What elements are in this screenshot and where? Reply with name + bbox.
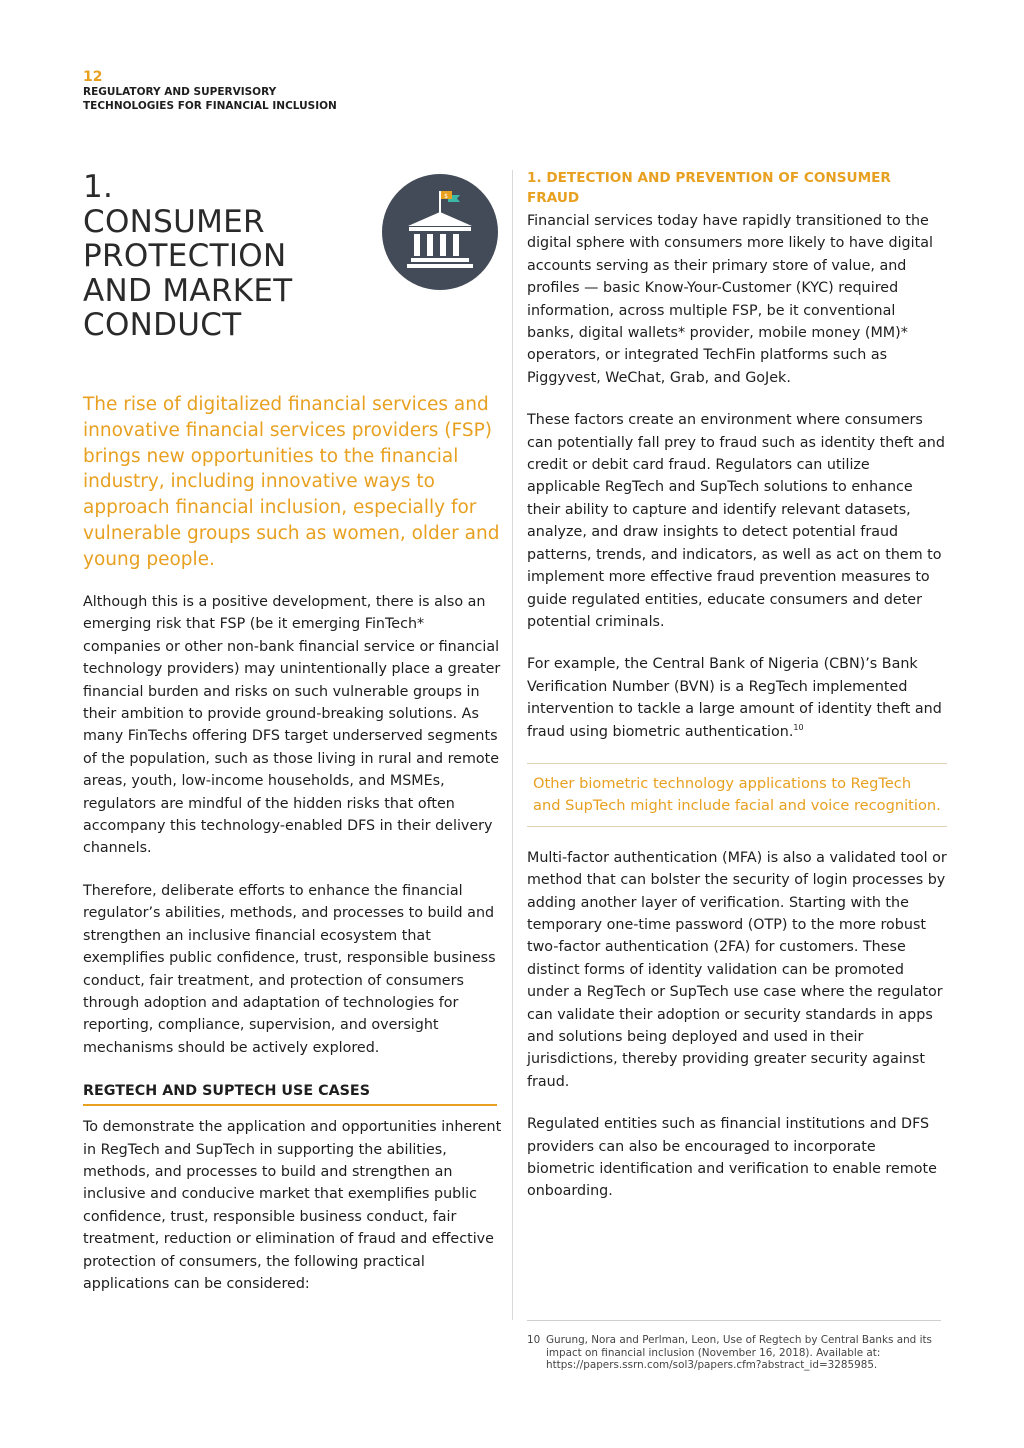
footnote-divider	[527, 1320, 941, 1321]
section-title-line: CONDUCT	[83, 307, 242, 343]
use-cases-heading: REGTECH AND SUPTECH USE CASES	[83, 1081, 497, 1106]
subsection-heading: 1. DETECTION AND PREVENTION OF CONSUMER FRAUD	[527, 170, 891, 206]
body-paragraph: To demonstrate the application and opportunities inherent in RegTech and SupTech in supporting the abilities, methods, and processes to build and strengthen an inclusive and conducive market that exemplifies public confidence, trust, responsible business conduct, fair treatment, reduction or elimination of fraud and effective protection of consumers, the following practical applications can be considered:	[83, 1119, 502, 1292]
right-column	[527, 168, 947, 1223]
lead-paragraph: The rise of digitalized financial services and innovative financial services providers (FSP) brings new opportunities to the financial industry, including innovative ways to approach financial inclusion, especially for vulnerable groups such as women, older and young people.	[83, 394, 500, 570]
footnote	[527, 1334, 941, 1372]
running-title-line1: REGULATORY AND SUPERVISORY	[83, 86, 277, 98]
bank-building-flag-icon	[382, 174, 498, 290]
section-title-line: CONSUMER	[83, 203, 265, 240]
section-title-line: 1.	[83, 169, 114, 205]
footnote-text: Gurung, Nora and Perlman, Leon, Use of Regtech by Central Banks and its impact on financial inclusion (November 16, 2018). Available at: https://papers.ssrn.com/sol3/papers.cfm?abstract_id=3285985.	[546, 1334, 932, 1372]
page-number: 12	[83, 69, 103, 85]
page-header	[83, 69, 337, 113]
footnote-number: 10	[527, 1334, 541, 1346]
section-title-line: AND MARKET	[83, 272, 293, 309]
footnote-ref[interactable]: 10	[793, 722, 804, 732]
left-column	[83, 591, 503, 1315]
svg-text:$: $	[444, 193, 448, 200]
body-paragraph: Multi-factor authentication (MFA) is also a validated tool or method that can bolster the security of login processes by adding another layer of verification. Starting with the temporary one-time password (OTP) to the more robust two-factor authentication (2FA) for customers. These distinct forms of identity validation can be promoted under a RegTech or SupTech use case where the regulator can validate their adoption or security standards in apps and solutions being deployed and used in their jurisdictions, thereby providing greater security against fraud.	[527, 849, 947, 1090]
column-divider	[512, 170, 513, 1320]
section-title-line: PROTECTION	[83, 238, 287, 274]
body-paragraph	[527, 653, 947, 743]
callout-box: Other biometric technology applications to RegTech and SupTech might include facial and voice recognition.	[527, 763, 947, 827]
body-paragraph: Regulated entities such as financial institutions and DFS providers can also be encouraged to incorporate biometric identification and verification to enable remote onboarding.	[527, 1116, 937, 1200]
section-title	[83, 170, 353, 343]
body-paragraph: These factors create an environment where consumers can potentially fall prey to fraud such as identity theft and credit or debit card fraud. Regulators can utilize applicable RegTech and SupTech solutions to enhance their ability to capture and identify relevant datasets, analyze, and draw insights to detect potential fraud patterns, trends, and indicators, as well as act on them to implement more effective fraud prevention measures to guide regulated entities, educate consumers and deter potential criminals.	[527, 412, 945, 630]
paragraph-text: For example, the Central Bank of Nigeria (CBN)’s Bank Verification Number (BVN) is a RegTech implemented intervention to tackle a large amount of identity theft and fraud using biometric authentication.	[527, 656, 942, 740]
body-paragraph: Financial services today have rapidly transitioned to the digital sphere with consumers more likely to have digital accounts serving as their primary store of value, and profiles — basic Know-Your-Customer (KYC) required information, across multiple FSP, be it conventional banks, digital wallets* provider, mobile money (MM)* operators, or integrated TechFin platforms such as Piggyvest, WeChat, Grab, and GoJek.	[527, 213, 933, 386]
running-title-line2: TECHNOLOGIES FOR FINANCIAL INCLUSION	[83, 100, 337, 112]
body-paragraph: Therefore, deliberate efforts to enhance the financial regulator’s abilities, methods, and processes to build and strengthen an inclusive financial ecosystem that exemplifies public confidence, trust, responsible business conduct, fair treatment, and protection of consumers through adoption and adaptation of technologies for reporting, compliance, supervision, and oversight mechanisms should be actively explored.	[83, 882, 496, 1056]
body-paragraph: Although this is a positive development, there is also an emerging risk that FSP (be it emerging FinTech* companies or other non-bank financial service or financial technology providers) may unintentionally place a greater financial burden and risks on such vulnerable groups in their ambition to provide ground-breaking solutions. As many FinTechs offering DFS target underserved segments of the population, such as those living in rural and remote areas, youth, low-income households, and MSMEs, regulators are mindful of the hidden risks that often accompany this technology-enabled DFS in their delivery channels.	[83, 594, 501, 857]
